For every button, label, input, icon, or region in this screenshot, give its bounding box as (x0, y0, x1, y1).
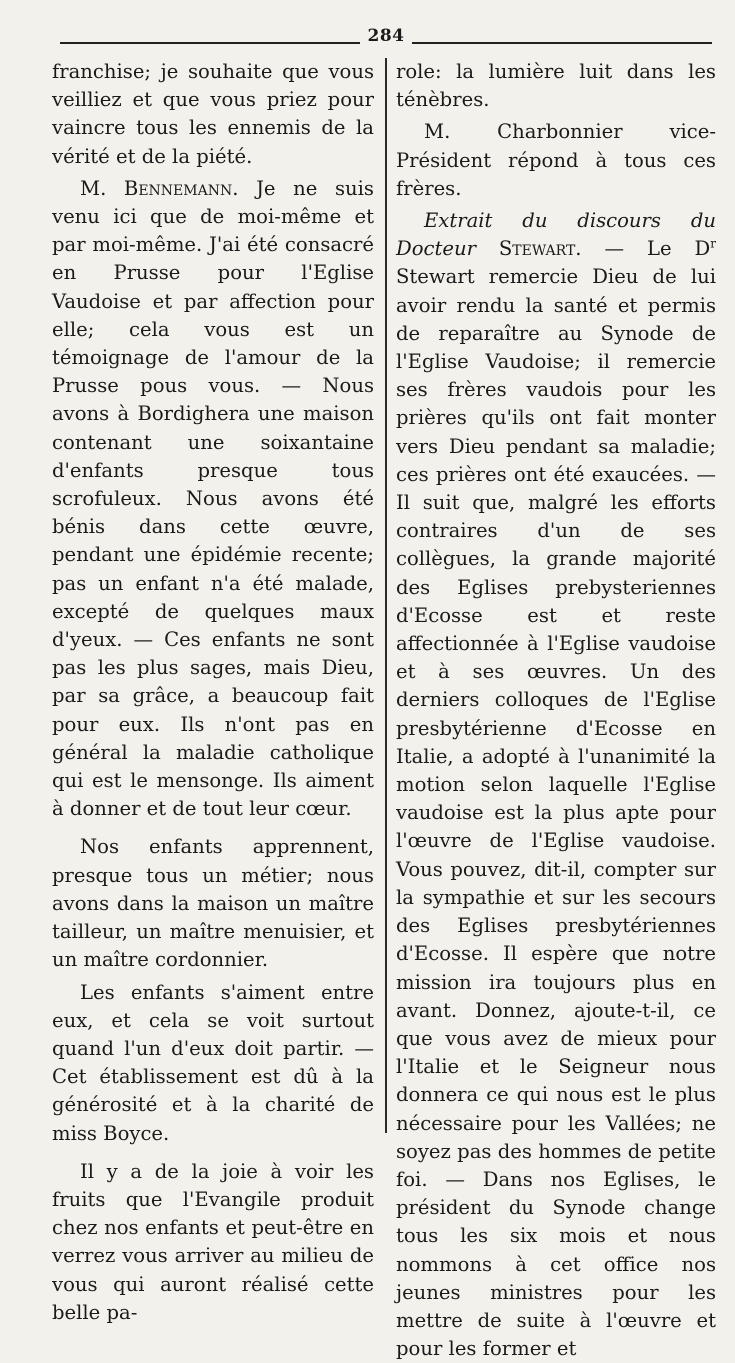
page-number: 284 (367, 26, 405, 46)
paragraph-joie: Il y a de la joie à voir les fruits que l'Evangile produit chez nos enfants et peut-être en verrez vous arriver au milieu de vous qui auront réalisé cette belle pa- (52, 1159, 374, 1324)
stewart-dash: — Le D (581, 237, 711, 261)
paragraph-stewart (396, 207, 716, 1363)
paragraph-enfants: Les enfants s'aiment entre eux, et cela se voit surtout quand l'un d'eux doit partir. — Cet établissement est dû à la générosité et à la charité de miss Boyce. (52, 980, 374, 1145)
paragraph-bennemann (52, 175, 374, 824)
paragraph-franchise: franchise; je souhaite que vous veilliez et que vous priez pour vaincre tous les ennemis de la vérité et de la piété. (52, 60, 374, 168)
paragraph-bennemann-text: Je ne suis venu ici que de moi-même et par moi-même. J'ai été consacré en Prusse pour l'Eglise Vaudoise et par affection pour elle; cela vous est un témoignage de l'amour de la Prusse pous vous. — Nous avons à Bordighera une maison contenant une soixantaine d'enfants presque tous scrofuleux. Nous avons été bénis dans cette œuvre, pendant une épidémie recente; pas un enfant n'a été malade, excepté de quelques maux d'yeux. — Ces enfants ne sont pas les plus sages, mais Dieu, par sa grâce, a beaucoup fait pour eux. Ils n'ont pas en général la maladie catholique qui est le mensonge. Ils aiment à donner et de tout leur cœur. (52, 176, 374, 821)
header-rule-right (412, 42, 712, 44)
right-column (396, 58, 716, 1361)
paragraph-charbonnier: M. Charbonnier vice-Président répond à tous ces frères. (396, 120, 716, 200)
speaker-bennemann: M. Bennemann. (80, 176, 239, 200)
column-divider (385, 58, 387, 1133)
speaker-stewart: Stewart. (498, 237, 582, 261)
extract-title: Extrait du discours du Docteur (396, 209, 716, 261)
doctor-superscript: r (710, 236, 716, 251)
paragraph-stewart-text: Stewart remercie Dieu de lui avoir rendu la santé et permis de reparaître au Synode de l'Eglise Vaudoise; il remercie ses frères vaudois pour les prières qu'ils ont fait monter vers Dieu pendant sa maladie; ces prières ont été exaucées. — Il suit que, malgré les efforts contraires d'un de ses collègues, la grande majorité des Eglises prebysteriennes d'Ecosse est et reste affectionnée à l'Eglise vaudoise et à ses œuvres. Un des derniers colloques de l'Eglise presbytérienne d'Ecosse en Italie, a adopté à l'unanimité la motion selon laquelle l'Eglise vaudoise est la plus apte pour l'œuvre de l'Eglise vaudoise. Vous pouvez, dit-il, compter sur la sympathie et sur les secours des Eglises presbytériennes d'Ecosse. Il espère que notre mission ira toujours plus en avant. Donnez, ajoute-t-il, ce que vous avez de mieux pour l'Italie et le Seigneur nous donnera ce qui nous est le plus nécessaire pour les Vallées; ne soyez pas des hommes de petite foi. — Dans nos Eglises, le président du Synode change tous les six mois et nous nommons à cet office nos jeunes ministres pour les mettre de suite à l'œuvre et pour les former et (396, 265, 716, 1361)
paragraph-metiers: Nos enfants apprennent, presque tous un métier; nous avons dans la maison un maître tailleur, un maître menuisier, et un maître cordonnier. (52, 835, 374, 972)
header-rule-left (60, 42, 360, 44)
page-header (60, 26, 712, 50)
left-column (52, 58, 374, 1324)
paragraph-lumiere: role: la lumière luit dans les ténèbres. (396, 60, 716, 112)
